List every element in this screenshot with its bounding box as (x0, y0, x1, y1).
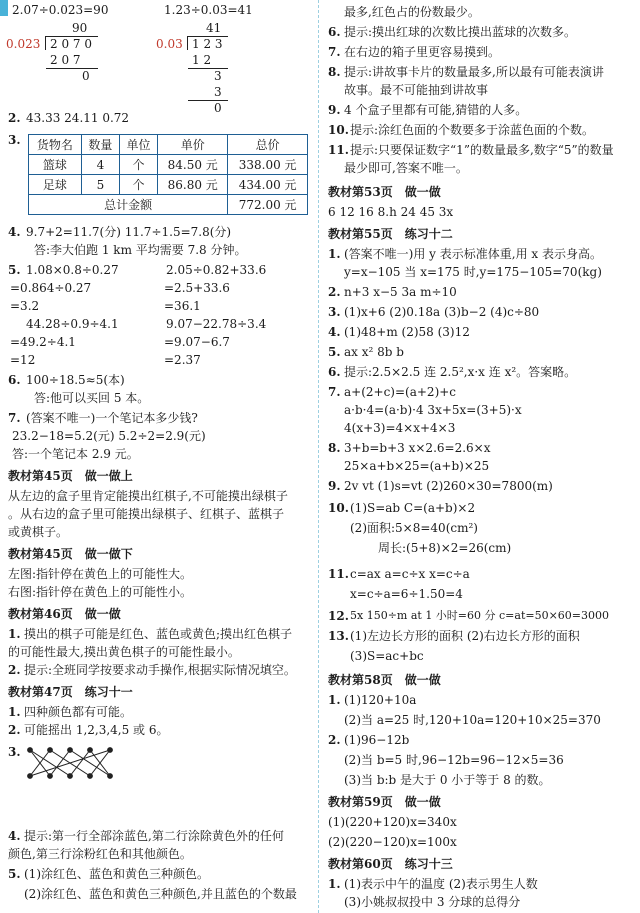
calc-line-1b: 1.23÷0.03=41 (164, 3, 253, 17)
text-line: 可能摇出 1,2,3,4,5 或 6。 (24, 723, 169, 737)
table-header: 总价 (228, 135, 308, 155)
column-divider (318, 0, 319, 913)
item-number: 11. (328, 567, 349, 581)
item-number: 8. (328, 65, 341, 79)
q6-number: 6. (8, 373, 21, 387)
text-line: (2)当 a=25 时,120+10a=120+10×25=370 (344, 713, 601, 727)
item-number: 3. (328, 305, 341, 319)
item-number: 5. (8, 867, 21, 881)
calc-line-1a: 2.07÷0.023=90 (12, 3, 109, 17)
text-line: ax x² 8b b (344, 345, 404, 359)
text-line: (2)(220−120)x=100x (328, 835, 457, 849)
table-cell: 84.50 元 (158, 155, 228, 175)
text-line: (1)S=ab C=(a+b)×2 (350, 501, 476, 515)
text-line: (2)当 b=5 时,96−12b=96−12×5=36 (344, 753, 564, 767)
item-number: 10. (328, 123, 349, 137)
text-line: x=c÷a=6÷1.50=4 (350, 587, 463, 601)
item-number: 6. (328, 365, 341, 379)
long-division-2 (156, 20, 236, 116)
table-cell: 4 (81, 155, 119, 175)
item-number: 13. (328, 629, 349, 643)
text-line: 3+b=b+3 x×2.6=2.6×x (344, 441, 491, 455)
q5-line: 44.28÷0.9÷4.1 (26, 317, 119, 331)
section-title: 教材第45页 做一做上 (8, 469, 133, 483)
table-header: 单位 (119, 135, 157, 155)
text-line: (3)当 b:b 是大于 0 小于等于 8 的数。 (344, 773, 551, 787)
bar (188, 68, 228, 69)
q7-question: (答案不唯一)一个笔记本多少钱? (26, 411, 198, 425)
item-number: 9. (328, 479, 341, 493)
section-title: 教材第60页 练习十三 (328, 857, 453, 871)
text-line: 提示:涂红色面的个数要多于涂蓝色面的个数。 (350, 123, 595, 137)
text-line: 。从右边的盒子里可能摸出绿棋子、红棋子、蓝棋子 (8, 507, 285, 521)
table-cell: 足球 (29, 175, 82, 195)
q4-calc: 9.7+2=11.7(分) 11.7÷1.5=7.8(分) (26, 225, 232, 239)
text-line: (1)120+10a (344, 693, 417, 707)
text-line: 在右边的箱子里更容易摸到。 (344, 45, 501, 59)
table-cell: 个 (119, 175, 157, 195)
item-number: 1. (8, 705, 21, 719)
item-number: 2. (328, 285, 341, 299)
text-line: (答案不唯一)用 y 表示标准体重,用 x 表示身高。 (344, 247, 602, 261)
text-line: (1)左边长方形的面积 (2)右边长方形的面积 (350, 629, 580, 643)
item-number: 8. (328, 441, 341, 455)
item-number: 12. (328, 609, 349, 623)
item-number: 1. (328, 693, 341, 707)
text-line: 颜色,第三行涂粉红色和其他颜色。 (8, 847, 192, 861)
table-cell: 338.00 元 (228, 155, 308, 175)
text-line: 故事。最不可能抽到讲故事 (344, 83, 489, 97)
item-number: 1. (328, 877, 341, 891)
q7-calc: 23.2−18=5.2(元) 5.2÷2=2.9(元) (12, 429, 206, 443)
item-number: 11. (328, 143, 349, 157)
bracket (45, 36, 46, 50)
text-line: (1)表示中午的温度 (2)表示男生人数 (344, 877, 538, 891)
text-line: c=ax a=c÷x x=c÷a (350, 567, 470, 581)
text-line: 提示:2.5×2.5 连 2.5²,x·x 连 x²。答案略。 (344, 365, 577, 379)
bracket (187, 36, 188, 50)
section-title: 教材第58页 做一做 (328, 673, 441, 687)
text-line: 或黄棋子。 (8, 525, 69, 539)
q3-number: 3. (8, 133, 21, 147)
section-title: 教材第53页 做一做 (328, 185, 441, 199)
text-line: a·b·4=(a·b)·4 3x+5x=(3+5)·x (344, 403, 522, 417)
total-label: 总计金额 (29, 195, 228, 215)
text-line: 提示:摸出红球的次数比摸出蓝球的次数多。 (344, 25, 577, 39)
text-line: 25×a+b×25=(a+b)×25 (344, 459, 490, 473)
divisor: 0.03 (156, 37, 183, 51)
text-line: 2v vt (1)s=vt (2)260×30=7800(m) (344, 479, 553, 493)
bar (188, 100, 228, 101)
text-line: n+3 x−5 3a m÷10 (344, 285, 457, 299)
q4-number: 4. (8, 225, 21, 239)
text-line: 6 12 16 8.h 24 45 3x (328, 205, 454, 219)
text-line: 4 个盒子里都有可能,猜错的人多。 (344, 103, 528, 117)
table-cell: 434.00 元 (228, 175, 308, 195)
text-line: 的可能性最大,摸出黄色棋子的可能性最小。 (8, 645, 240, 659)
text-line: 提示:只要保证数字“1”的数量最多,数字“5”的数量 (350, 143, 614, 157)
goods-table (28, 134, 308, 215)
q4-answer: 答:李大伯跑 1 km 平均需要 7.8 分钟。 (34, 243, 247, 257)
q5-line: =3.2 (10, 299, 40, 313)
table-cell: 篮球 (29, 155, 82, 175)
quotient: 41 (206, 21, 222, 35)
remainder: 0 (214, 101, 222, 115)
text-line: (2)面积:5×8=40(cm²) (350, 521, 478, 535)
q5-line: 1.08×0.8÷0.27 (26, 263, 119, 277)
dividend: 1 2 3 (192, 37, 223, 51)
text-line: 最多,红色占的份数最少。 (344, 5, 480, 19)
text-line: (1)(220+120)x=340x (328, 815, 457, 829)
q6-answer: 答:他可以买回 5 本。 (34, 391, 150, 405)
text-line: 5x 150÷m at 1 小时=60 分 c=at=50×60=3000 (350, 609, 610, 622)
q7-number: 7. (8, 411, 21, 425)
divisor: 0.023 (6, 37, 41, 51)
table-header: 货物名 (29, 135, 82, 155)
text-line: (2)涂红色、蓝色和黄色三种颜色,并且蓝色的个数最 (24, 887, 297, 901)
item-number: 5. (328, 345, 341, 359)
text-line: 周长:(5+8)×2=26(cm) (378, 541, 512, 555)
section-title: 教材第45页 做一做下 (8, 547, 133, 561)
text-line: 右图:指针停在黄色上的可能性小。 (8, 585, 193, 599)
text-line: a+(2+c)=(a+2)+c (344, 385, 457, 399)
q7-answer: 答:一个笔记本 2.9 元。 (12, 447, 139, 461)
q5-line: =2.37 (164, 353, 201, 367)
item-number: 9. (328, 103, 341, 117)
section-title: 教材第59页 做一做 (328, 795, 441, 809)
subtrahend-2: 3 (214, 85, 222, 99)
text-line: (3)小姚叔叔投中 3 分球的总得分 (344, 895, 521, 909)
q5-line: =36.1 (164, 299, 201, 313)
text-line: y=x−105 当 x=175 时,y=175−105=70(kg) (344, 265, 602, 279)
item-number: 1. (8, 627, 21, 641)
item-number: 2. (8, 723, 21, 737)
corner-tab-marker (0, 0, 8, 16)
text-line: 从左边的盒子里肯定能摸出红棋子,不可能摸出绿棋子 (8, 489, 288, 503)
table-header: 数量 (81, 135, 119, 155)
text-line: 摸出的棋子可能是红色、蓝色或黄色;摸出红色棋子 (24, 627, 293, 641)
q5-line: 2.05÷0.82+33.6 (166, 263, 267, 277)
q5-line: =12 (10, 353, 36, 367)
text-line: 左图:指针停在黄色上的可能性大。 (8, 567, 193, 581)
text-line: (1)96−12b (344, 733, 410, 747)
text-line: 提示:讲故事卡片的数量最多,所以最有可能表演讲 (344, 65, 604, 79)
section-title: 教材第55页 练习十二 (328, 227, 453, 241)
subtrahend: 1 2 (192, 53, 212, 67)
text-line: (1)48+m (2)58 (3)12 (344, 325, 470, 339)
table-cell: 个 (119, 155, 157, 175)
q5-line: =9.07−6.7 (164, 335, 230, 349)
table-cell: 86.80 元 (158, 175, 228, 195)
q5-line: =49.2÷4.1 (10, 335, 76, 349)
text-line: 4(x+3)=4×x+4×3 (344, 421, 456, 435)
text-line: (1)涂红色、蓝色和黄色三种颜色。 (24, 867, 209, 881)
table-cell: 5 (81, 175, 119, 195)
remainder: 0 (82, 69, 90, 83)
q5-line: 9.07−22.78÷3.4 (166, 317, 267, 331)
q2-number: 2. (8, 111, 21, 125)
q5-line: =2.5+33.6 (164, 281, 230, 295)
table-header: 单价 (158, 135, 228, 155)
item-number: 6. (328, 25, 341, 39)
subtrahend: 2 0 7 (50, 53, 81, 67)
section-title: 教材第46页 做一做 (8, 607, 121, 621)
item-number: 4. (328, 325, 341, 339)
item-number: 7. (328, 385, 341, 399)
partial: 3 (214, 69, 222, 83)
long-division-1 (6, 20, 116, 84)
bar (46, 68, 98, 69)
total-value: 772.00 元 (228, 195, 308, 215)
q6-calc: 100÷18.5≈5(本) (26, 373, 125, 387)
q2-answer: 43.33 24.11 0.72 (26, 111, 130, 125)
section-title: 教材第47页 练习十一 (8, 685, 133, 699)
text-line: (1)x+6 (2)0.18a (3)b−2 (4)c÷80 (344, 305, 540, 319)
item-number: 3. (8, 745, 21, 759)
quotient: 90 (72, 21, 88, 35)
item-number: 1. (328, 247, 341, 261)
item-number: 7. (328, 45, 341, 59)
item-number: 10. (328, 501, 349, 515)
text-line: 提示:第一行全部涂蓝色,第二行涂除黄色外的任何 (24, 829, 284, 843)
text-line: 最少即可,答案不唯一。 (344, 161, 468, 175)
item-number: 4. (8, 829, 21, 843)
item-number: 2. (328, 733, 341, 747)
text-line: 提示:全班同学按要求动手操作,根据实际情况填空。 (24, 663, 296, 677)
q5-line: =0.864÷0.27 (10, 281, 92, 295)
q5-number: 5. (8, 263, 21, 277)
matching-lines-figure (20, 742, 130, 784)
text-line: (3)S=ac+bc (350, 649, 424, 663)
dividend: 2 0 7 0 (50, 37, 92, 51)
item-number: 2. (8, 663, 21, 677)
text-line: 四种颜色都有可能。 (24, 705, 133, 719)
